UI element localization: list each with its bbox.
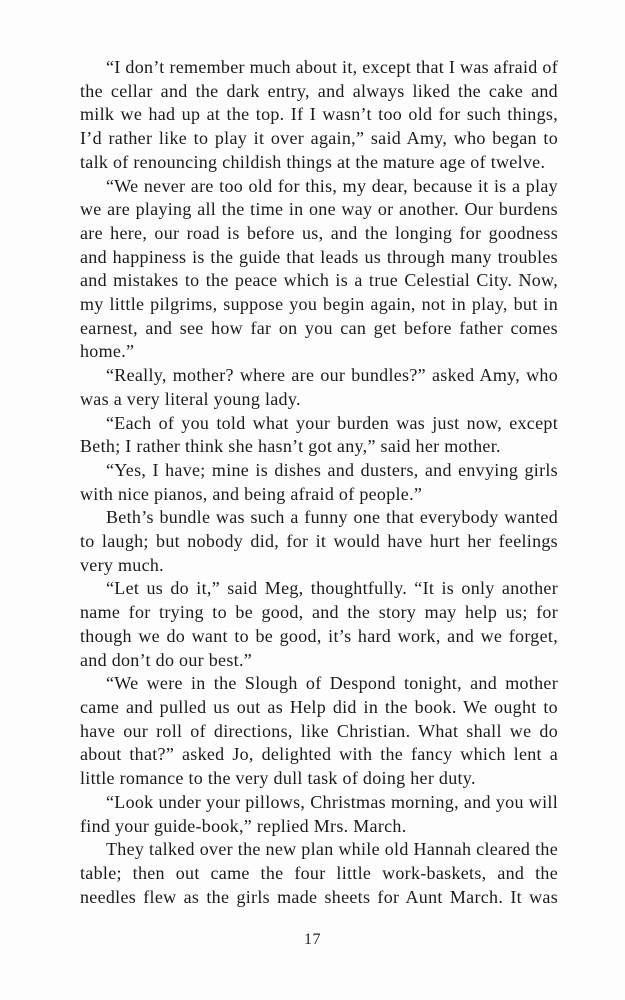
paragraph: “Each of you told what your burden was just now, except Beth; I rather think she hasn’t got any,” said her mother. (80, 412, 558, 457)
paragraph: “Let us do it,” said Meg, thoughtfully. “It is only another name for trying to be good, and the story may help us; for though we do want to be good, it’s hard work, and we forget, and don’t do our best.” (80, 578, 558, 670)
paragraph: “I don’t remember much about it, except that I was afraid of the cellar and the dark entry, and always liked the cake and milk we had up at the top. If I wasn’t too old for such things, I’d rather like to play it over again,” said Amy, who began to talk of renouncing childish things at the mature age of twelve. (80, 57, 558, 172)
paragraph: “We never are too old for this, my dear, because it is a play we are playing all the time in one way or another. Our burdens are here, our road is before us, and the longing for goodness and happiness is the guide that leads us through many troubles and mistakes to the peace which is a true Celestial City. Now, my little pilgrims, suppose you begin again, not in play, but in earnest, and see how far on you can get before father comes home.” (80, 175, 558, 362)
paragraph: “Yes, I have; mine is dishes and dusters, and envying girls with nice pianos, and being afraid of people.” (80, 459, 558, 504)
paragraph: Beth’s bundle was such a funny one that everybody wanted to laugh; but nobody did, for it would have hurt her feelings very much. (80, 507, 558, 575)
paragraph: They talked over the new plan while old Hannah cleared the table; then out came the four little work-baskets, and the needles flew as the girls made sheets for Aunt March. It was (80, 839, 558, 907)
page-text (80, 56, 558, 909)
paragraph: “Look under your pillows, Christmas morning, and you will find your guide-book,” replied Mrs. March. (80, 791, 558, 836)
paragraph: “We were in the Slough of Despond tonight, and mother came and pulled us out as Help did in the book. We ought to have our roll of directions, like Christian. What shall we do about that?” asked Jo, delighted with the fancy which lent a little romance to the very dull task of doing her duty. (80, 673, 558, 789)
page-number: 17 (304, 931, 321, 948)
paragraph: “Really, mother? where are our bundles?” asked Amy, who was a very literal young lady. (80, 365, 558, 409)
